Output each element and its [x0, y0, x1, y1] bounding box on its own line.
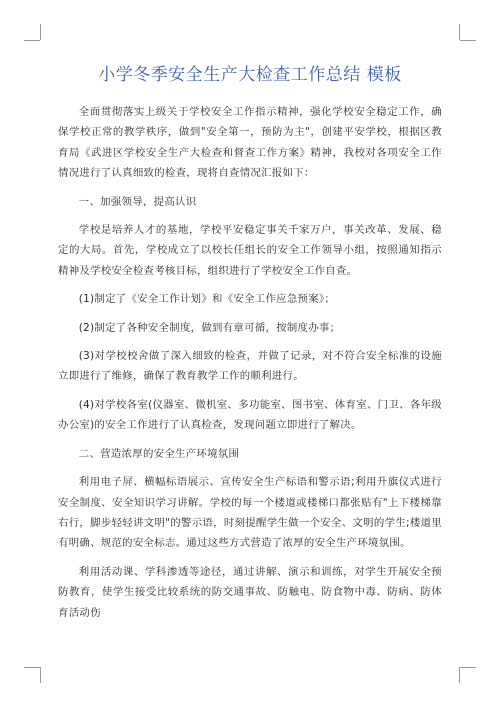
section-heading-1: 一、加强领导，提高认识: [78, 195, 197, 208]
crop-mark-top-right-v: [459, 24, 460, 40]
list-item-3: (3)对学校校舍做了深入细致的检查，并做了记录，对不符合安全标准的设施立即进行了维修，确保了教育教学工作的顺利进行。: [58, 350, 442, 383]
paragraph-section-2b: 利用活动课、学科渗透等途径，通过讲解、演示和训练，对学生开展安全预防教育，使学生接受比较系统的防交通事故、防触电、防食物中毒、防病、防体育活动伤: [58, 565, 442, 619]
list-item-1: (1)制定了《安全工作计划》和《安全工作应急预案》；: [78, 293, 336, 306]
crop-mark-bottom-left: [24, 667, 40, 668]
crop-mark-bottom-left-v: [40, 667, 41, 683]
crop-mark-bottom-right-v: [459, 667, 460, 683]
paragraph-intro: 全面贯彻落实上级关于学校安全工作指示精神，强化学校安全稳定工作，确保学校正常的教学秩序，做到"安全第一，预防为主"，创建平安学校，根据区教育局《武进区学校安全生产大检查和督查工作方案》精神，我校对各项安全工作情况进行了认真细致的检查，现将自查情况汇报如下：: [58, 106, 442, 180]
crop-mark-top-left: [24, 40, 40, 41]
crop-mark-top-left-v: [40, 24, 41, 40]
paragraph-section-1: 学校是培养人才的基地，学校平安稳定事关千家万户，事关改革、发展、稳定的大局。首先，学校成立了以校长任组长的安全工作领导小组，按照通知指示精神及学校安全检查考核目标，组织进行了学校安全工作自查。: [58, 224, 442, 277]
list-item-4: (4)对学校各室(仪器室、微机室、多功能室、图书室、体育室、门卫、各年级办公室)的安全工作进行了认真检查，发现问题立即进行了解决。: [58, 398, 442, 432]
list-item-2: (2)制定了各种安全制度，做到有章可循，按制度办事；: [78, 321, 341, 334]
document-title: 小学冬季安全生产大检查工作总结 模板: [98, 65, 402, 85]
document-body: [58, 102, 442, 631]
crop-mark-top-right: [460, 40, 476, 41]
paragraph-section-2a: 利用电子屏、横幅标语展示、宣传安全生产标语和警示语;利用升旗仪式进行安全制度、安全知识学习讲解。学校的每一个楼道或楼梯口都张贴有"上下楼梯靠右行，脚步轻轻讲文明"的警示语，时刻提醒学生做一个安全、文明的学生;楼道里有明确、规范的安全标志。通过这些方式营造了浓厚的安全生产环境氛围。: [58, 476, 442, 550]
section-heading-2: 二、营造浓厚的安全生产环境氛围: [78, 447, 240, 460]
crop-mark-bottom-right: [460, 667, 476, 668]
